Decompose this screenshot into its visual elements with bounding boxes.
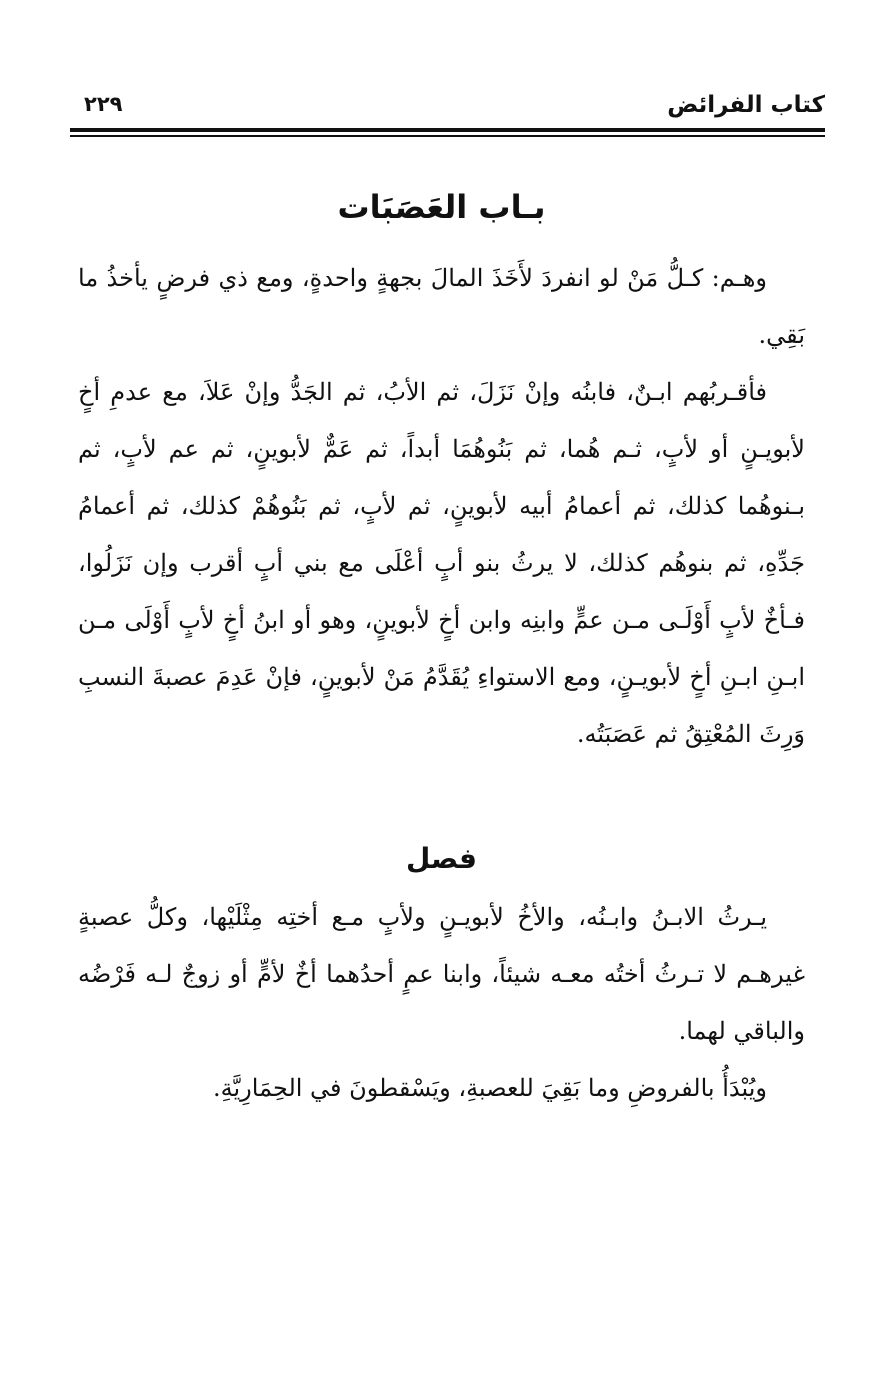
header-rule-thin bbox=[70, 135, 825, 137]
section-paragraph-1: يـرثُ الابـنُ وابـنُه، والأخُ لأبويـنٍ ولأبٍ مـع أختِه مِثْلَيْها، وكلُّ عصبةٍ غيرهـم لا تـرثُ أختُه معـه شيئاً، وابنا عمٍ أحدُهما أخٌ لأمٍّ أو زوجٌ لـه فَرْضُه والباقي لهما. bbox=[78, 903, 805, 1045]
page-number: ٢٢٩ bbox=[84, 92, 123, 116]
running-header bbox=[70, 88, 825, 128]
section-paragraph-2: ويُبْدَأُ بالفروضِ وما بَقِيَ للعصبةِ، ويَسْقطونَ في الحِمَارِيَّةِ. bbox=[213, 1074, 767, 1102]
chapter-paragraph-2: فأقـربُهم ابـنٌ، فابنُه وإنْ نَزَلَ، ثم الأبُ، ثم الجَدُّ وإنْ عَلاَ، مع عدمِ أخٍ لأبويـنٍ أو لأبٍ، ثـم هُما، ثم بَنُوهُمَا أبداً، ثم عَمٌّ لأبوينٍ، ثم عم لأبٍ، ثم بـنوهُما كذلك، ثم أعمامُ أبيه لأبوينٍ، ثم لأبٍ، ثم بَنُوهُمْ كذلك، ثم أعمامُ جَدِّهِ، ثم بنوهُم كذلك، لا يرثُ بنو أبٍ أعْلَى مع بني أبٍ أقرب وإن نَزَلُوا، فـأخٌ لأبٍ أَوْلَـى مـن عمٍّ وابنِه وابن أخٍ لأبوينٍ، وهو أو ابنُ أخٍ لأبٍ أَوْلَى مـن ابـنِ ابـنِ أخٍ لأبويـنٍ، ومع الاستواءِ يُقَدَّمُ مَنْ لأبوينٍ، فإنْ عَدِمَ عصبةَ النسبِ وَرِثَ المُعْتِقُ ثم عَصَبَتُه. bbox=[78, 378, 805, 748]
chapter-title: بـاب العَصَبَات bbox=[337, 188, 546, 226]
page-body bbox=[78, 180, 805, 1117]
running-title: كتاب الفرائض bbox=[667, 92, 825, 118]
chapter-paragraph-1: وهـم: كـلُّ مَنْ لو انفردَ لأَخَذَ المالَ بجهةٍ واحدةٍ، ومع ذي فرضٍ يأخذُ ما بَقِي. bbox=[78, 264, 805, 349]
section-title: فصل bbox=[406, 842, 477, 875]
header-rule-thick bbox=[70, 128, 825, 132]
